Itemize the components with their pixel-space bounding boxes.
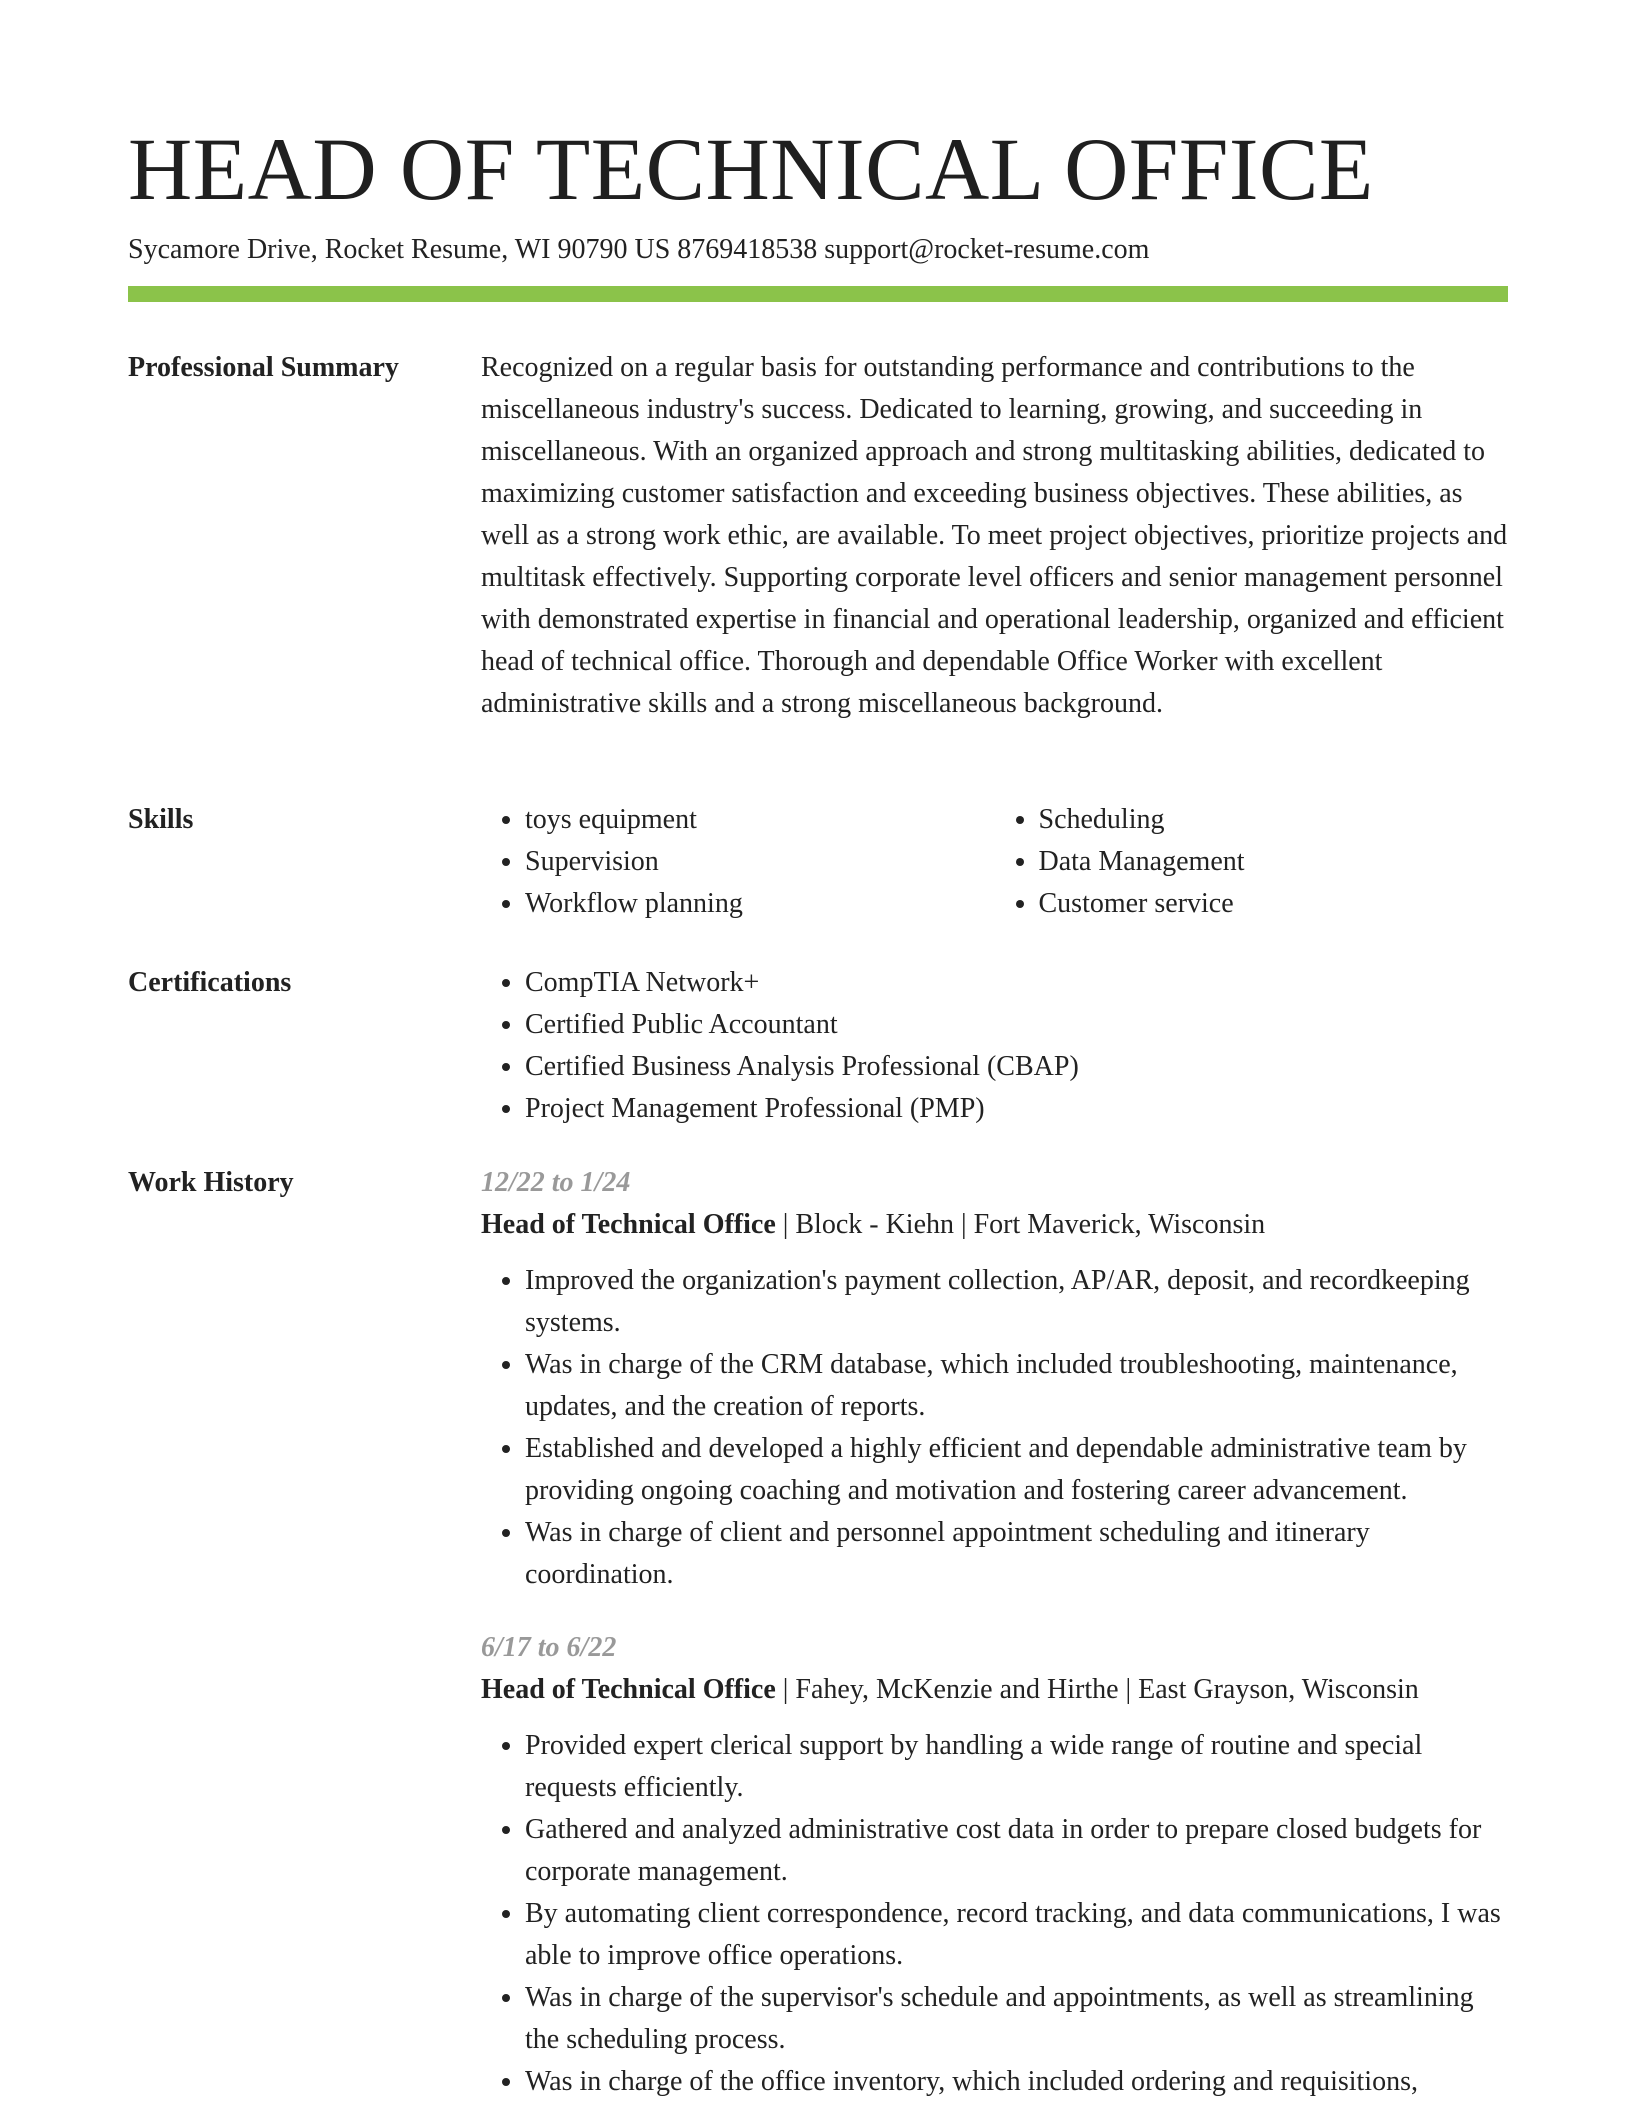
skills-list-left <box>481 799 995 925</box>
job-bullet: • Provided expert clerical support by handling a wide range of routine and special requests efficiently. <box>525 1725 1508 1809</box>
job-title: Head of Technical Office <box>481 1209 776 1240</box>
skills-grid <box>481 799 1508 925</box>
summary-label: Professional Summary <box>128 352 399 383</box>
certification-item: • Project Management Professional (PMP) <box>525 1088 1508 1130</box>
work-label: Work History <box>128 1167 294 1198</box>
job-heading <box>481 1669 1508 1711</box>
skills-list-right <box>995 799 1509 925</box>
job-bullet: • Improved the organization's payment collection, AP/AR, deposit, and recordkeeping systems. <box>525 1260 1508 1344</box>
skill-item: • Supervision <box>525 841 995 883</box>
job-bullet: • Was in charge of the CRM database, which included troubleshooting, maintenance, updates, and the creation of reports. <box>525 1344 1508 1428</box>
skills-label: Skills <box>128 804 194 835</box>
certifications-list <box>481 962 1508 1130</box>
contact-line <box>128 232 1149 268</box>
skill-item: • Scheduling <box>1039 799 1509 841</box>
job-details: | Fahey, McKenzie and Hirthe | East Grayson, Wisconsin <box>782 1674 1419 1705</box>
header-divider <box>128 286 1508 302</box>
contact-phone: 8769418538 <box>677 234 818 265</box>
job-bullet: • Was in charge of the supervisor's schedule and appointments, as well as streamlining the scheduling process. <box>525 1977 1508 2061</box>
skill-item: • Data Management <box>1039 841 1509 883</box>
job-entry <box>481 1627 1508 2103</box>
skill-item: • Workflow planning <box>525 883 995 925</box>
skill-item: • Customer service <box>1039 883 1509 925</box>
job-bullets <box>481 1260 1508 1596</box>
certifications-content <box>481 962 1508 1130</box>
job-bullet: • By automating client correspondence, record tracking, and data communications, I was able to improve office operations. <box>525 1893 1508 1977</box>
contact-email[interactable]: support@rocket-resume.com <box>824 234 1150 265</box>
job-bullet: • Was in charge of client and personnel appointment scheduling and itinerary coordination. <box>525 1512 1508 1596</box>
job-bullet: • Was in charge of the office inventory, which included ordering and requisitions, <box>525 2061 1508 2103</box>
skill-item: • toys equipment <box>525 799 995 841</box>
job-bullet: • Gathered and analyzed administrative cost data in order to prepare closed budgets for corporate management. <box>525 1809 1508 1893</box>
job-dates: 6/17 to 6/22 <box>481 1632 617 1663</box>
job-title: Head of Technical Office <box>481 1674 776 1705</box>
contact-address: Sycamore Drive, Rocket Resume, WI 90790 US <box>128 234 671 265</box>
job-bullet: • Established and developed a highly efficient and dependable administrative team by providing ongoing coaching and motivation and fostering career advancement. <box>525 1428 1508 1512</box>
resume-title: HEAD OF TECHNICAL OFFICE <box>128 121 1374 219</box>
certification-item: • CompTIA Network+ <box>525 962 1508 1004</box>
job-details: | Block - Kiehn | Fort Maverick, Wisconsin <box>782 1209 1266 1240</box>
summary-text: Recognized on a regular basis for outstanding performance and contributions to the miscellaneous industry's success. Dedicated to learning, growing, and succeeding in miscellaneous. With an organized approach and strong multitasking abilities, dedicated to maximizing customer satisfaction and exceeding business objectives. These abilities, as well as a strong work ethic, are available. To meet project objectives, prioritize projects and multitask effectively. Supporting corporate level officers and senior management personnel with demonstrated expertise in financial and operational leadership, organized and efficient head of technical office. Thorough and dependable Office Worker with excellent administrative skills and a strong miscellaneous background. <box>481 352 1508 719</box>
job-entry <box>481 1162 1508 1596</box>
job-heading <box>481 1204 1508 1246</box>
certification-item: • Certified Public Accountant <box>525 1004 1508 1046</box>
work-content <box>481 1162 1508 2103</box>
skills-content <box>481 799 1508 925</box>
certification-item: • Certified Business Analysis Professional (CBAP) <box>525 1046 1508 1088</box>
job-bullets <box>481 1725 1508 2103</box>
summary-content <box>481 347 1508 725</box>
job-dates: 12/22 to 1/24 <box>481 1167 631 1198</box>
certifications-label: Certifications <box>128 967 292 998</box>
